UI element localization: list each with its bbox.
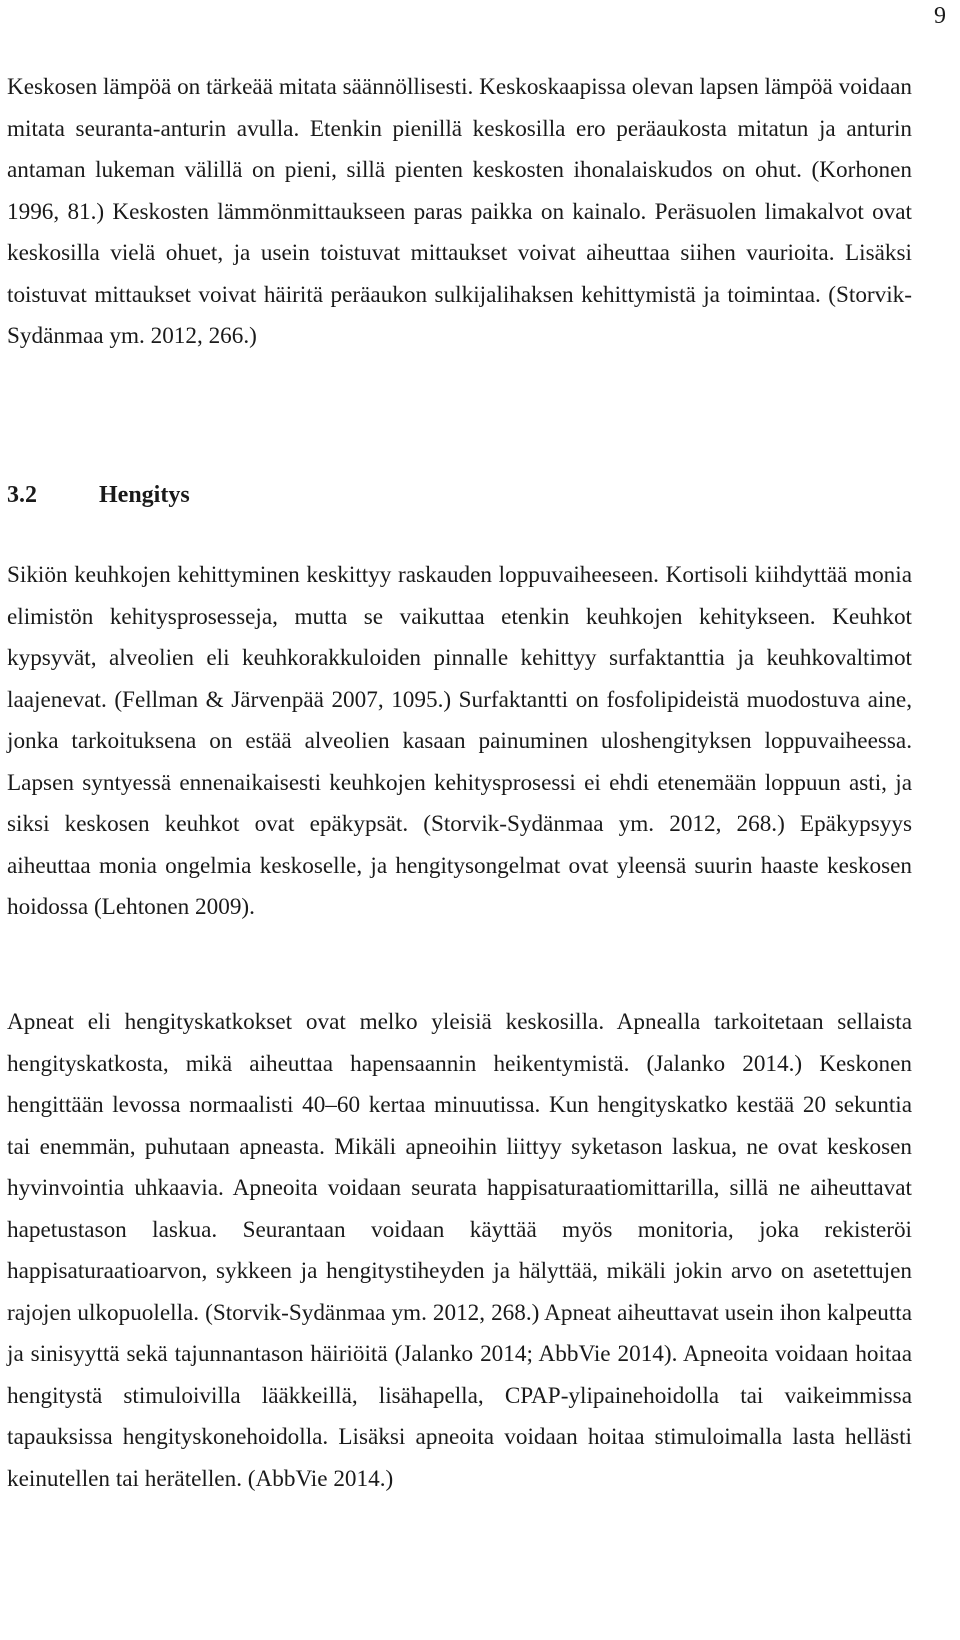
paragraph-text: Keskosen lämpöä on tärkeää mitata säännöllisesti. Keskoskaapissa olevan lapsen lämpöä voidaan mitata seuranta-anturin avulla. Etenkin pienillä keskosilla ero peräaukosta mitatun ja anturin antaman lukeman välillä on pieni, sillä pienten keskosten ihonalaiskudos on ohut. (Korhonen 1996, 81.) Keskosten lämmönmittaukseen paras paikka on kainalo. Peräsuolen limakalvot ovat keskosilla vielä ohuet, ja usein toistuvat mittaukset voivat aiheuttaa siihen vaurioita. Lisäksi toistuvat mittaukset voivat häiritä peräaukon sulkijalihaksen kehittymistä ja toimintaa. (Storvik-Sydänmaa ym. 2012, 266.) <box>7 74 912 349</box>
paragraph-text: Apneat eli hengityskatkokset ovat melko yleisiä keskosilla. Apnealla tarkoitetaan sellaista hengityskatkosta, mikä aiheuttaa hapensaannin heikentymistä. (Jalanko 2014.) Keskonen hengittään levossa normaalisti 40–60 kertaa minuutissa. Kun hengityskatko kestää 20 sekuntia tai enemmän, puhutaan apneasta. Mikäli apneoihin liittyy syketason laskua, ne ovat keskosen hyvinvointia uhkaavia. Apneoita voidaan seurata happisaturaatiomittarilla, sillä ne aiheuttavat hapetustason laskua. Seurantaan voidaan käyttää myös monitoria, joka rekisteröi happisaturaatioarvon, sykkeen ja hengitystiheyden ja hälyttää, mikäli jokin arvo on asetettujen rajojen ulkopuolella. (Storvik-Sydänmaa ym. 2012, 268.) Apneat aiheuttavat usein ihon kalpeutta ja sinisyyttä sekä tajunnantason häiriöitä (Jalanko 2014; AbbVie 2014). Apneoita voidaan hoitaa hengitystä stimuloivilla lääkkeillä, lisähapella, CPAP-ylipainehoidolla tai vaikeimmissa tapauksissa hengityskonehoidolla. Lisäksi apneoita voidaan hoitaa stimuloimalla lasta hellästi keinutellen tai herätellen. (AbbVie 2014.) <box>7 1009 912 1492</box>
page-number: 9 <box>934 3 946 29</box>
section-heading <box>7 475 912 517</box>
section-number: 3.2 <box>7 482 37 508</box>
paragraph-lung-development <box>7 555 912 929</box>
paragraph-apnea <box>7 1002 912 1500</box>
paragraph-temperature <box>7 67 912 358</box>
paragraph-text: Sikiön keuhkojen kehittyminen keskittyy raskauden loppuvaiheeseen. Kortisoli kiihdyttää monia elimistön kehitysprosesseja, mutta se vaikuttaa etenkin keuhkojen kehitykseen. Keuhkot kypsyvät, alveolien eli keuhkorakkuloiden pinnalle kehittyy surfaktanttia ja keuhkovaltimot laajenevat. (Fellman & Järvenpää 2007, 1095.) Surfaktantti on fosfolipideistä muodostuva aine, jonka tarkoituksena on estää alveolien kasaan painuminen uloshengityksen loppuvaiheessa. Lapsen syntyessä ennenaikaisesti keuhkojen kehitysprosessi ei ehdi etenemään loppuun asti, ja siksi keskosen keuhkot ovat epäkypsät. (Storvik-Sydänmaa ym. 2012, 268.) Epäkypsyys aiheuttaa monia ongelmia keskoselle, ja hengitysongelmat ovat yleensä suurin haaste keskosen hoidossa (Lehtonen 2009). <box>7 562 912 920</box>
section-title: Hengitys <box>99 482 190 508</box>
